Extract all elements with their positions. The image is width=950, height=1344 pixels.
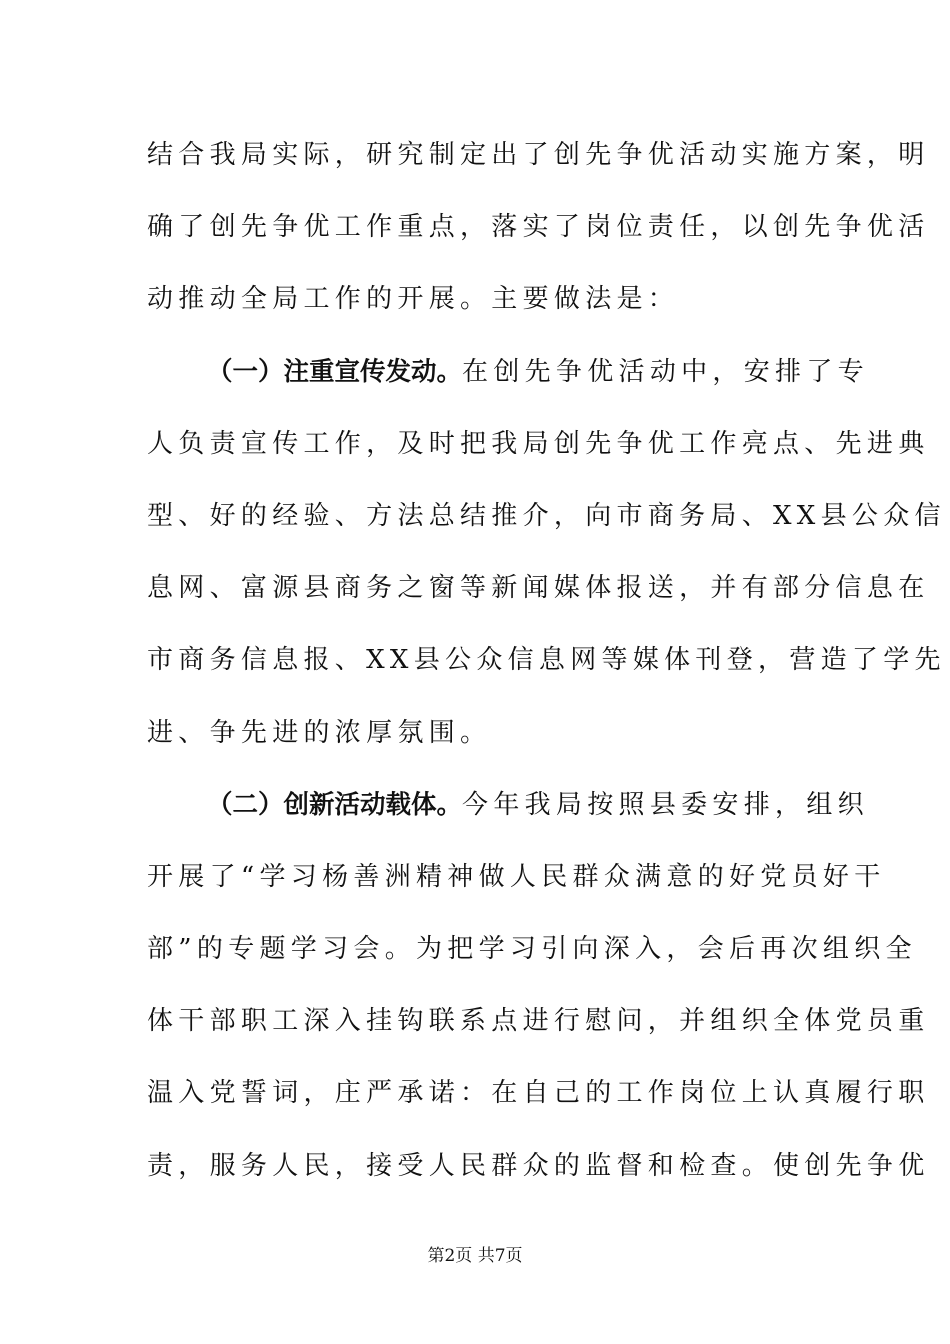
page-number-footer: 第2页 共7页: [427, 1246, 523, 1266]
section-1-first-line: [147, 343, 869, 415]
section-1-heading: （一）注重宣传发动。: [207, 356, 463, 387]
section-1-text: 在创先争优活动中，安排了专: [462, 356, 869, 387]
text-line: 市商务信息报、XX县公众信息网等媒体刊登，营造了学先: [147, 645, 946, 676]
text-line: 责，服务人民，接受人民群众的监督和检查。使创先争优: [147, 1150, 930, 1181]
text-line: 结合我局实际，研究制定出了创先争优活动实施方案，明: [147, 140, 930, 170]
section-2-first-line: [147, 776, 869, 848]
text-line: 温入党誓词，庄严承诺：在自己的工作岗位上认真履行职: [147, 1078, 930, 1109]
text-line: 体干部职工深入挂钩联系点进行慰问，并组织全体党员重: [147, 1006, 930, 1037]
text-line: 息网、富源县商务之窗等新闻媒体报送，并有部分信息在: [147, 573, 930, 604]
section-2-heading: （二）创新活动载体。: [207, 789, 463, 820]
text-line: 开展了“学习杨善洲精神做人民群众满意的好党员好干: [147, 861, 886, 892]
text-line: 进、争先进的浓厚氛围。: [147, 717, 492, 748]
section-2-text: 今年我局按照县委安排，组织: [462, 789, 869, 820]
text-line: 型、好的经验、方法总结推介，向市商务局、XX县公众信: [147, 500, 946, 531]
text-line: 人负责宣传工作，及时把我局创先争优工作亮点、先进典: [147, 428, 930, 459]
text-line: 确了创先争优工作重点，落实了岗位责任，以创先争优活: [147, 212, 930, 243]
text-line: 部”的专题学习会。为把学习引向深入，会后再次组织全: [147, 934, 917, 965]
text-line: 动推动全局工作的开展。主要做法是：: [147, 284, 680, 315]
document-body: [147, 126, 946, 1209]
